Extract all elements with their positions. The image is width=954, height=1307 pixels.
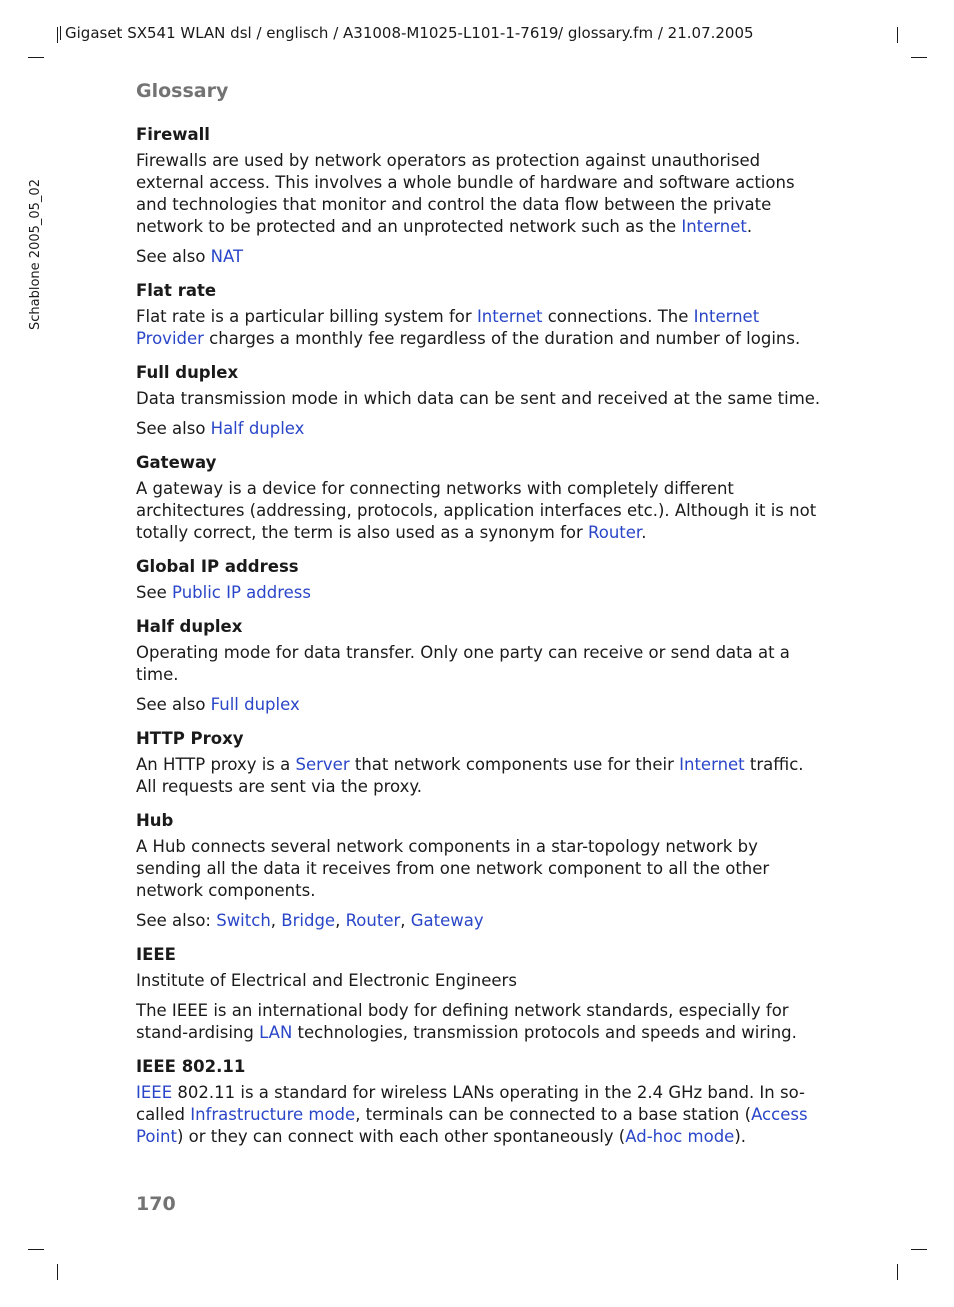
definition-text: ) or they can connect with each other spontaneously ( xyxy=(176,1127,626,1146)
glossary-definition xyxy=(136,754,826,798)
glossary-definition xyxy=(136,388,826,410)
crop-mark xyxy=(57,1264,58,1280)
definition-text: See also xyxy=(136,695,211,714)
definition-text: Operating mode for data transfer. Only one party can receive or send data at a time. xyxy=(136,643,790,684)
definition-text: Firewalls are used by network operators as protection against unauthorised external access. This involves a whole bundle of hardware and software actions and technologies that monitor and control the data flow between the private network to be protected and an unprotected network such as the xyxy=(136,151,795,236)
glossary-term: IEEE xyxy=(136,945,176,964)
glossary-definition xyxy=(136,1082,826,1148)
glossary-term: Hub xyxy=(136,811,174,830)
cross-reference-link[interactable]: Internet xyxy=(679,755,745,774)
definition-text: A gateway is a device for connecting networks with completely different architectures (addressing, protocols, application interfaces etc.). Although it is not totally correct, the term is also used as a synonym for xyxy=(136,479,817,542)
glossary-definition xyxy=(136,150,826,238)
cross-reference-link[interactable]: LAN xyxy=(259,1023,293,1042)
definition-text: See also: xyxy=(136,911,217,930)
cross-reference-link[interactable]: Switch xyxy=(216,911,271,930)
definition-text: ). xyxy=(734,1127,747,1146)
definition-text: See also xyxy=(136,247,211,266)
definition-text: charges a monthly fee regardless of the duration and number of logins. xyxy=(203,329,801,348)
definition-text: , xyxy=(335,911,346,930)
definition-text: , terminals can be connected to a base station ( xyxy=(355,1105,752,1124)
definition-text: Data transmission mode in which data can be sent and received at the same time. xyxy=(136,389,821,408)
glossary-definition xyxy=(136,694,826,716)
glossary-definition xyxy=(136,970,826,992)
glossary-entries xyxy=(136,124,826,1156)
glossary-entry xyxy=(136,616,826,716)
definition-text: technologies, transmission protocols and speeds and wiring. xyxy=(292,1023,797,1042)
cross-reference-link[interactable]: Internet xyxy=(476,307,543,326)
crop-mark xyxy=(897,1264,898,1280)
glossary-entry xyxy=(136,452,826,544)
crop-mark xyxy=(911,1249,927,1250)
glossary-definition xyxy=(136,246,826,268)
definition-text: , xyxy=(400,911,411,930)
glossary-entry xyxy=(136,728,826,798)
definition-text: . xyxy=(746,217,753,236)
running-header xyxy=(60,24,760,42)
glossary-term: Full duplex xyxy=(136,363,239,382)
glossary-definition xyxy=(136,642,826,686)
glossary-definition xyxy=(136,418,826,440)
definition-text: An HTTP proxy is a xyxy=(136,755,296,774)
definition-text: Institute of Electrical and Electronic Engineers xyxy=(136,971,517,990)
glossary-entry xyxy=(136,944,826,1044)
glossary-term: Global IP address xyxy=(136,557,299,576)
cross-reference-link[interactable]: Full duplex xyxy=(210,695,300,714)
glossary-entry xyxy=(136,124,826,268)
cross-reference-link[interactable]: Ad-hoc mode xyxy=(625,1127,735,1146)
definition-text: See xyxy=(136,583,173,602)
definition-text: . xyxy=(641,523,647,542)
glossary-entry xyxy=(136,1056,826,1148)
crop-mark xyxy=(57,27,58,43)
glossary-term: HTTP Proxy xyxy=(136,729,244,748)
page-number: 170 xyxy=(136,1193,176,1215)
header-separator xyxy=(60,26,61,40)
header-file-info: / glossary.fm / 21.07.2005 xyxy=(558,24,754,42)
glossary-entry xyxy=(136,810,826,932)
cross-reference-link[interactable]: Access Point xyxy=(136,1105,808,1146)
glossary-definition xyxy=(136,582,826,604)
section-title: Glossary xyxy=(136,80,229,102)
definition-text: See also xyxy=(136,419,211,438)
glossary-term: IEEE 802.11 xyxy=(136,1057,246,1076)
glossary-term: Firewall xyxy=(136,125,210,144)
cross-reference-link[interactable]: Half duplex xyxy=(210,419,305,438)
glossary-entry xyxy=(136,362,826,440)
glossary-term: Gateway xyxy=(136,453,217,472)
glossary-term: Half duplex xyxy=(136,617,243,636)
cross-reference-link[interactable]: Infrastructure mode xyxy=(190,1105,356,1124)
cross-reference-link[interactable]: Router xyxy=(345,911,401,930)
cross-reference-link[interactable]: Bridge xyxy=(281,911,336,930)
cross-reference-link[interactable]: IEEE xyxy=(136,1083,173,1102)
cross-reference-link[interactable]: Router xyxy=(588,523,642,542)
cross-reference-link[interactable]: Public IP address xyxy=(172,583,311,602)
glossary-definition xyxy=(136,1000,826,1044)
crop-mark xyxy=(28,1249,44,1250)
definition-text: connections. The xyxy=(542,307,694,326)
glossary-term: Flat rate xyxy=(136,281,217,300)
cross-reference-link[interactable]: Internet xyxy=(681,217,747,236)
definition-text: that network components use for their xyxy=(349,755,680,774)
definition-text: Flat rate is a particular billing system for xyxy=(136,307,477,326)
definition-text: A Hub connects several network components in a star-topology network by sending all the data it receives from one network component to all the other network components. xyxy=(136,837,770,900)
glossary-entry xyxy=(136,280,826,350)
definition-text: , xyxy=(270,911,282,930)
definition-text: The IEEE is an international body for defining network standards, especially for stand-ardising xyxy=(136,1001,789,1042)
glossary-entry xyxy=(136,556,826,604)
glossary-definition xyxy=(136,306,826,350)
cross-reference-link[interactable]: Internet Provider xyxy=(136,307,760,348)
glossary-definition xyxy=(136,836,826,902)
glossary-definition xyxy=(136,910,826,932)
crop-mark xyxy=(911,57,927,58)
cross-reference-link[interactable]: Server xyxy=(295,755,350,774)
template-label: Schablone 2005_05_02 xyxy=(28,179,43,330)
cross-reference-link[interactable]: Gateway xyxy=(410,911,484,930)
crop-mark xyxy=(28,57,44,58)
cross-reference-link[interactable]: NAT xyxy=(210,247,244,266)
definition-text: 802.11 is a standard for wireless LANs operating in the 2.4 GHz band. In so-called xyxy=(136,1083,805,1124)
definition-text: traffic. All requests are sent via the proxy. xyxy=(136,755,804,796)
header-document-info: Gigaset SX541 WLAN dsl / englisch / A31008-M1025-L101-1-7619 xyxy=(65,24,559,42)
glossary-definition xyxy=(136,478,826,544)
crop-mark xyxy=(897,27,898,43)
